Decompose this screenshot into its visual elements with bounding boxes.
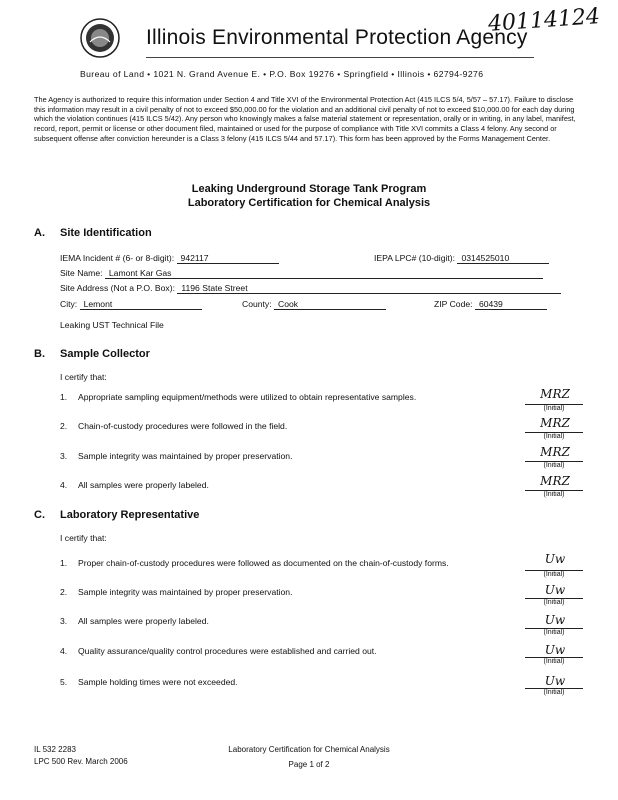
program-title: Leaking Underground Storage Tank Program [191, 183, 427, 195]
zip-code-value[interactable]: 60439 [475, 299, 547, 310]
iepa-lpc-value[interactable]: 0314525010 [457, 253, 549, 264]
initials-signature[interactable]: Uw [544, 613, 566, 627]
collector-item: 1. Appropriate sampling equipment/methods were utilized to obtain representative samples. [60, 392, 417, 402]
initials-signature[interactable]: Uw [544, 643, 566, 657]
initials-signature[interactable]: MRZ [540, 387, 570, 401]
county-value[interactable]: Cook [274, 299, 386, 310]
section-a-heading: A. Site Identification [34, 227, 152, 239]
handwritten-id-number: 40114124 [487, 4, 601, 37]
collector-item: 2. Chain-of-custody procedures were followed in the field. [60, 421, 288, 431]
initial-label: (Initial) [543, 571, 565, 578]
technical-file-label: Leaking UST Technical File [60, 320, 164, 330]
initial-label: (Initial) [543, 462, 565, 469]
initials-signature[interactable]: Uw [544, 552, 566, 566]
form-title: Laboratory Certification for Chemical Analysis [187, 197, 431, 209]
initial-label: (Initial) [543, 689, 565, 696]
iema-incident-label: IEMA Incident # (6- or 8-digit): [60, 253, 175, 263]
section-b-heading: B. Sample Collector [34, 348, 150, 360]
lab-item: 4. Quality assurance/quality control procedures were established and carried out. [60, 646, 377, 656]
city-value[interactable]: Lemont [80, 299, 202, 310]
city-label: City: [60, 299, 78, 309]
initial-label: (Initial) [543, 599, 565, 606]
site-address-label: Site Address (Not a P.O. Box): [60, 283, 175, 293]
lab-item: 1. Proper chain-of-custody procedures were followed as documented on the chain-of-custody forms. [60, 558, 449, 568]
initials-signature[interactable]: MRZ [540, 445, 570, 459]
footer-form-title: Laboratory Certification for Chemical Analysis [228, 745, 390, 754]
section-b-certify: I certify that: [60, 372, 107, 382]
site-name-value[interactable]: Lamont Kar Gas [105, 268, 543, 279]
agency-address: Bureau of Land • 1021 N. Grand Avenue E. • P.O. Box 19276 • Springfield • Illinois • 62794-9276 [80, 69, 484, 79]
city-field [60, 299, 202, 310]
iema-incident-field [60, 253, 279, 264]
initials-signature[interactable]: Uw [544, 674, 566, 688]
initial-label: (Initial) [543, 629, 565, 636]
site-address-field [60, 283, 561, 294]
initials-signature[interactable]: Uw [544, 583, 566, 597]
form-revision: LPC 500 Rev. March 2006 [34, 757, 128, 766]
header-divider [146, 57, 534, 58]
initials-signature[interactable]: MRZ [540, 416, 570, 430]
form-number: IL 532 2283 [34, 745, 76, 754]
initial-label: (Initial) [543, 491, 565, 498]
zip-code-label: ZIP Code: [434, 299, 473, 309]
initial-label: (Initial) [543, 405, 565, 412]
collector-item: 3. Sample integrity was maintained by proper preservation. [60, 451, 293, 461]
initial-label: (Initial) [543, 433, 565, 440]
lab-item: 5. Sample holding times were not exceeded. [60, 677, 238, 687]
county-field [242, 299, 386, 310]
authority-notice: The Agency is authorized to require this information under Section 4 and Title XVI of the Environmental Protection Act (415 ILCS 5/4, 5/57 – 57.17). Failure to disclose this information may result in a civil penalty of not to exceed $50,000.00 for the violation and an additional civil penalty of not to exceed $10,000.00 for each day during which the violation continues (415 ILCS 5/42). Any person who knowingly makes a false material statement or representation, orally or in writing, in any label, manifest, record, report, permit or license or other document filed, maintained or used for the purpose of compliance with Title XVI commits a Class 4 felony. Any second or subsequent offense after conviction hereunder is a Class 3 felony (415 ILCS 5/44 and 57.17). This form has been approved by the Forms Management Center. [34, 95, 576, 143]
illinois-seal-icon [80, 18, 120, 58]
site-name-field [60, 268, 543, 279]
site-address-value[interactable]: 1196 State Street [177, 283, 561, 294]
collector-item: 4. All samples were properly labeled. [60, 480, 209, 490]
lab-item: 2. Sample integrity was maintained by proper preservation. [60, 587, 293, 597]
lab-item: 3. All samples were properly labeled. [60, 616, 209, 626]
initials-signature[interactable]: MRZ [540, 474, 570, 488]
initial-label: (Initial) [543, 658, 565, 665]
agency-title: Illinois Environmental Protection Agency [146, 26, 528, 49]
county-label: County: [242, 299, 272, 309]
iepa-lpc-label: IEPA LPC# (10-digit): [374, 253, 456, 263]
section-c-heading: C. Laboratory Representative [34, 509, 200, 521]
zip-code-field [434, 299, 547, 310]
section-c-certify: I certify that: [60, 533, 107, 543]
site-name-label: Site Name: [60, 268, 103, 278]
iepa-lpc-field [374, 253, 549, 264]
iema-incident-value[interactable]: 942117 [177, 253, 279, 264]
page-number: Page 1 of 2 [288, 760, 330, 769]
